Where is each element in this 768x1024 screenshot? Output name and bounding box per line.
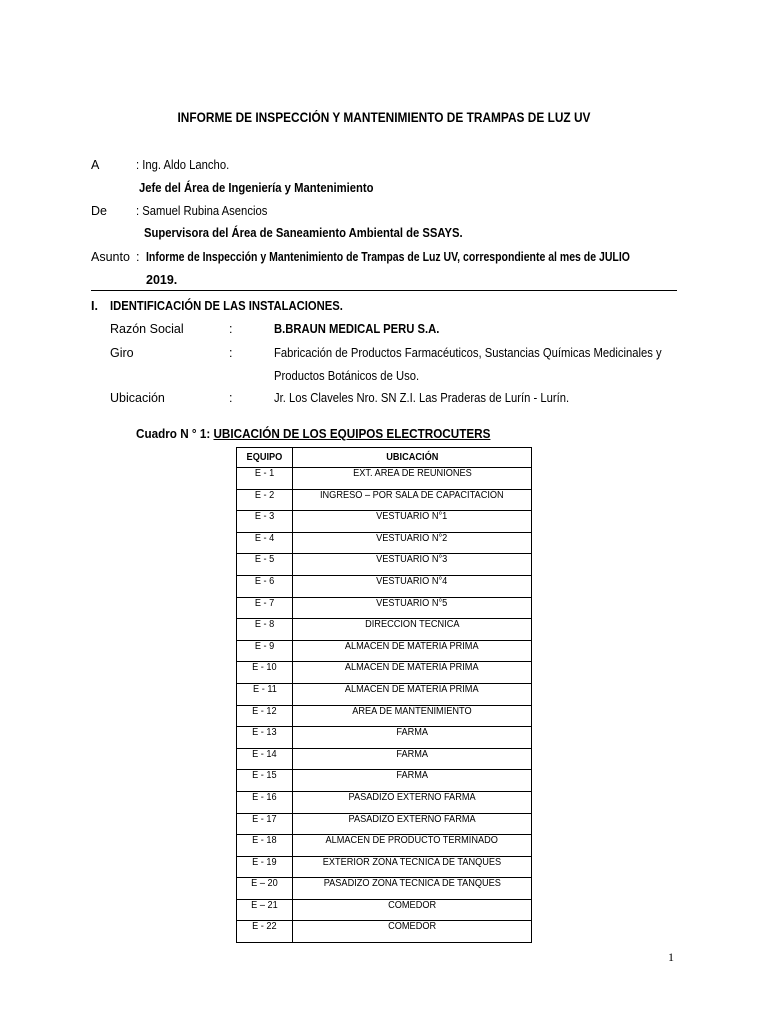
equipo-code: E - 19 [252,856,277,868]
ubicacion-cell [293,619,532,641]
table-row [237,791,532,813]
equipo-cell [237,468,293,490]
to-role [139,181,400,195]
ubicacion-text: PASADIZO EXTERNO FARMA [348,791,476,803]
equipo-code: E - 13 [252,727,277,739]
section-heading-text: IDENTIFICACIÓN DE LAS INSTALACIONES. [110,299,343,313]
ubicacion-cell [293,662,532,684]
equipo-code: E - 11 [252,683,277,695]
table-row [237,683,532,705]
equipo-code: E - 18 [252,835,277,847]
giro-value-1-text: Fabricación de Productos Farmacéuticos, Sustancias Químicas Medicinales y [274,346,662,360]
ubicacion-cell [293,791,532,813]
ubicacion-cell [293,856,532,878]
equipo-code: E - 3 [254,511,275,523]
table-row [237,770,532,792]
ubicacion-text: EXT. AREA DE REUNIONES [352,468,472,479]
ubicacion-value-text: Jr. Los Claveles Nro. SN Z.I. Las Praderas de Lurín - Lurín. [274,391,570,405]
equipo-cell [237,554,293,576]
ubicacion-text: ALMACEN DE MATERIA PRIMA [345,662,479,674]
equipo-code: E - 17 [252,813,277,825]
table-row [237,662,532,684]
giro-value-2-text: Productos Botánicos de Uso. [274,369,420,383]
subject-line-1-text: Informe de Inspección y Mantenimiento de Trampas de Luz UV, correspondiente al mes de JULIO [146,250,630,264]
equipo-cell [237,511,293,533]
ubicacion-cell [293,640,532,662]
razon-social-label: Razón Social [110,322,184,336]
subject-label: Asunto [91,250,130,264]
equipment-table-body [237,468,532,943]
col-header-equipo [237,448,293,468]
equipo-code: E – 21 [251,899,278,911]
equipo-code: E - 6 [254,575,275,587]
ubicacion-text: COMEDOR [387,899,437,911]
ubicacion-text: VESTUARIO N°2 [376,532,448,544]
equipment-table [236,447,532,943]
equipo-code: E - 5 [254,554,275,566]
ubicacion-text: AREA DE MANTENIMIENTO [352,705,472,717]
ubicacion-cell [293,835,532,857]
razon-social-colon: : [229,322,233,336]
to-value-text: : Ing. Aldo Lancho. [136,158,230,172]
ubicacion-text: ALMACEN DE MATERIA PRIMA [345,640,479,652]
giro-value-2 [274,369,435,383]
equipo-cell [237,748,293,770]
ubicacion-cell [293,878,532,900]
section-heading [110,299,369,313]
subject-line-2: 2019. [146,273,178,287]
equipo-cell [237,575,293,597]
table-row [237,468,532,490]
equipo-code: E - 4 [254,532,275,544]
equipo-cell [237,921,293,943]
equipo-code: E - 14 [252,748,277,760]
equipo-cell [237,770,293,792]
col-header-ubicacion-text: UBICACIÓN [385,451,439,463]
table-row [237,727,532,749]
ubicacion-text: VESTUARIO N°3 [376,554,448,566]
equipo-code: E - 2 [254,489,275,501]
ubicacion-cell [293,575,532,597]
giro-value-1 [274,346,705,360]
table-row [237,511,532,533]
table-row [237,619,532,641]
ubicacion-value [274,391,602,405]
table-row [237,899,532,921]
equipo-cell [237,856,293,878]
giro-colon: : [229,346,233,360]
subject-colon: : [136,250,140,264]
ubicacion-text: VESTUARIO N°5 [376,597,448,609]
ubicacion-text: PASADIZO ZONA TECNICA DE TANQUES [323,878,501,890]
to-role-text: Jefe del Área de Ingeniería y Mantenimiento [139,181,374,195]
equipo-code: E - 22 [252,921,277,933]
to-label: A [91,158,100,172]
ubicacion-text: FARMA [396,727,428,739]
ubicacion-cell [293,468,532,490]
ubicacion-text: ALMACEN DE MATERIA PRIMA [345,683,479,695]
ubicacion-cell [293,489,532,511]
ubicacion-label: Ubicación [110,391,165,405]
ubicacion-text: ALMACEN DE PRODUCTO TERMINADO [325,835,499,847]
from-label: De [91,204,107,218]
razon-social-text: B.BRAUN MEDICAL PERU S.A. [274,322,440,336]
header-divider [91,290,677,291]
table-row [237,748,532,770]
ubicacion-cell [293,921,532,943]
ubicacion-text: VESTUARIO N°4 [376,575,448,587]
ubicacion-text: FARMA [396,770,428,782]
table-row [237,554,532,576]
ubicacion-cell [293,727,532,749]
col-header-equipo-text: EQUIPO [246,451,283,463]
equipo-cell [237,899,293,921]
table-row [237,856,532,878]
equipo-code: E – 20 [251,878,278,890]
ubicacion-text: VESTUARIO N°1 [376,511,448,523]
table-caption-prefix: Cuadro N ° 1: [136,426,214,441]
razon-social-value [274,322,458,336]
table-header-row [237,448,532,468]
equipo-cell [237,640,293,662]
equipo-code: E - 10 [252,662,277,674]
equipo-code: E - 7 [254,597,275,609]
document-title: INFORME DE INSPECCIÓN Y MANTENIMIENTO DE TRAMPAS DE LUZ UV [177,110,591,125]
table-row [237,835,532,857]
ubicacion-cell [293,683,532,705]
equipo-cell [237,727,293,749]
to-value [136,158,240,172]
ubicacion-cell [293,748,532,770]
ubicacion-cell [293,770,532,792]
equipo-code: E - 8 [254,619,275,631]
ubicacion-text: PASADIZO EXTERNO FARMA [348,813,476,825]
giro-label: Giro [110,346,134,360]
equipo-code: E - 12 [252,705,277,717]
equipo-cell [237,597,293,619]
table-row [237,597,532,619]
from-value-text: : Samuel Rubina Asencios [136,204,268,218]
table-row [237,532,532,554]
ubicacion-cell [293,597,532,619]
table-row [237,878,532,900]
ubicacion-cell [293,511,532,533]
equipo-code: E - 9 [254,640,275,652]
equipo-cell [237,489,293,511]
table-caption [136,426,530,441]
equipo-cell [237,878,293,900]
section-number: I. [91,299,98,313]
ubicacion-text: COMEDOR [387,921,437,933]
table-row [237,640,532,662]
ubicacion-cell [293,899,532,921]
ubicacion-cell [293,705,532,727]
table-row [237,813,532,835]
table-row [237,489,532,511]
equipo-code: E - 16 [252,791,277,803]
equipo-code: E - 1 [254,468,275,479]
table-row [237,705,532,727]
subject-line-1 [146,250,722,264]
ubicacion-text: DIRECCION TECNICA [364,619,460,631]
ubicacion-text: INGRESO – POR SALA DE CAPACITACIÓN [320,489,504,501]
ubicacion-colon: : [229,391,233,405]
table-row [237,575,532,597]
from-role [144,226,498,240]
page-number: 1 [668,950,674,964]
equipo-cell [237,683,293,705]
ubicacion-text: EXTERIOR ZONA TECNICA DE TANQUES [322,856,502,868]
ubicacion-cell [293,532,532,554]
equipo-cell [237,791,293,813]
equipo-cell [237,705,293,727]
ubicacion-cell [293,554,532,576]
ubicacion-cell [293,813,532,835]
table-caption-title: UBICACIÓN DE LOS EQUIPOS ELECTROCUTERS [213,426,491,441]
equipo-cell [237,813,293,835]
table-caption-inner [136,426,490,441]
ubicacion-text: FARMA [396,748,428,760]
equipo-cell [237,662,293,684]
equipo-code: E - 15 [252,770,277,782]
from-role-text: Supervisora del Área de Saneamiento Ambiental de SSAYS. [144,226,463,240]
equipo-cell [237,532,293,554]
equipo-cell [237,835,293,857]
col-header-ubicacion [293,448,532,468]
table-row [237,921,532,943]
from-value [136,204,282,218]
equipo-cell [237,619,293,641]
